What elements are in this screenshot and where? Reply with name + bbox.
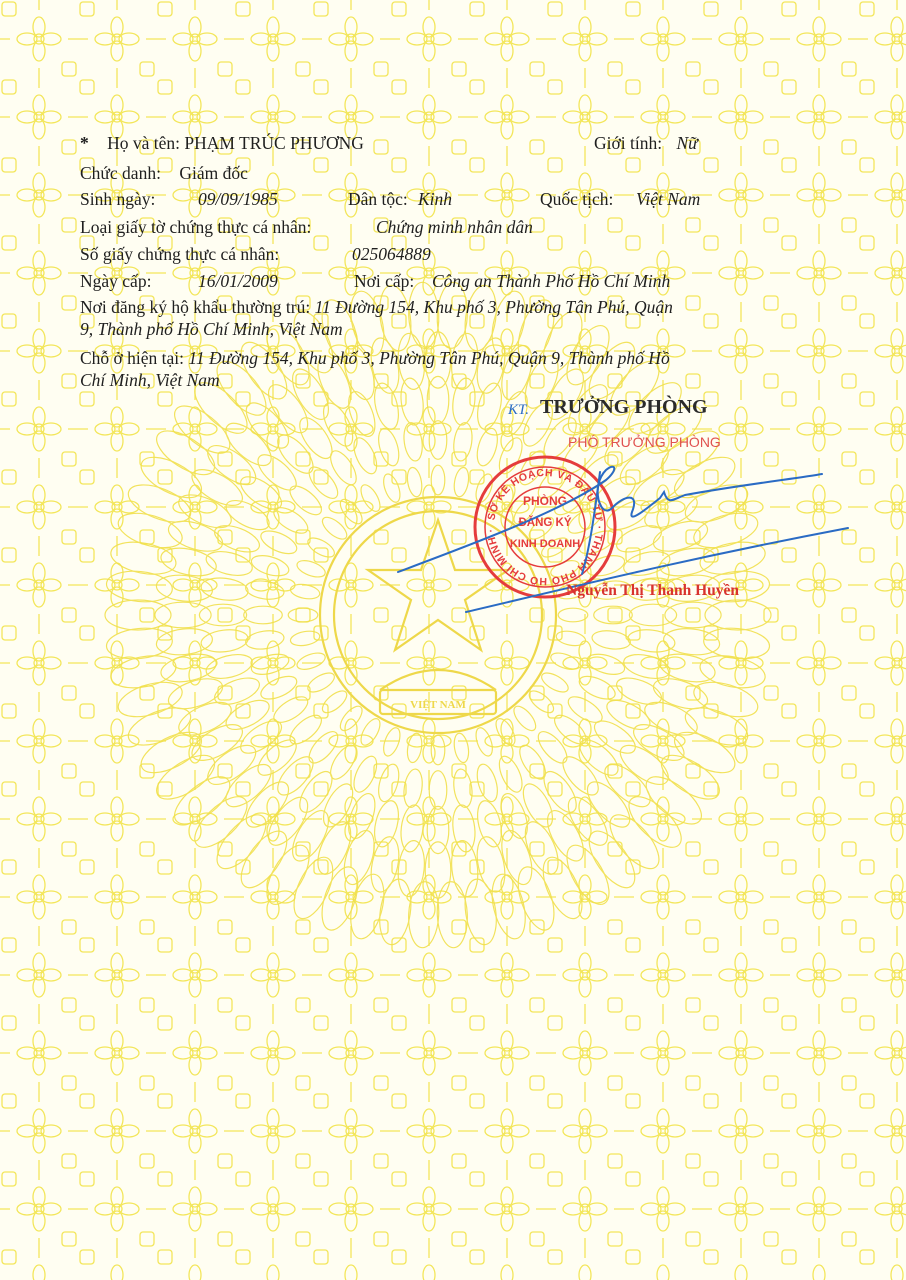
id-type-value: Chứng minh nhân dân	[376, 217, 533, 237]
seal-center-line-3: KINH DOANH	[509, 538, 581, 550]
signature-subtitle: PHÓ TRƯỞNG PHÒNG	[568, 434, 721, 450]
emblem-label: VIỆT NAM	[410, 699, 466, 711]
issue-date-label: Ngày cấp:	[80, 271, 152, 291]
dob-label: Sinh ngày:	[80, 189, 156, 209]
issue-place-label: Nơi cấp:	[354, 271, 415, 291]
kt-handwritten-prefix: KT.	[508, 402, 529, 418]
residence-value-line1: 11 Đường 154, Khu phố 3, Phường Tân Phú, Quận	[314, 297, 673, 317]
gender-label: Giới tính:	[594, 133, 663, 153]
gender-value: Nữ	[676, 133, 698, 153]
issue-date-value: 16/01/2009	[198, 271, 278, 291]
signer-name: Nguyễn Thị Thanh Huyền	[566, 582, 740, 599]
current-address-line1: 11 Đường 154, Khu phố 3, Phường Tân Phú, Quận 9, Thành phố Hồ	[188, 348, 670, 368]
ethnic-label: Dân tộc:	[348, 189, 408, 209]
seal-center-line-2: ĐĂNG KÝ	[518, 517, 572, 529]
official-seal	[475, 457, 615, 597]
dob-value: 09/09/1985	[198, 189, 278, 209]
id-type-label: Loại giấy tờ chứng thực cá nhân:	[80, 217, 312, 237]
residence-value-line2: 9, Thành phố Hồ Chí Minh, Việt Nam	[80, 319, 343, 339]
title-value: Giám đốc	[179, 163, 248, 183]
seal-center-line-1: PHÒNG	[522, 494, 568, 508]
current-address-line2: Chí Minh, Việt Nam	[80, 370, 220, 390]
seal-ring-text: SỞ KẾ HOẠCH VÀ ĐẦU TƯ · THÀNH PHỐ HỒ CHÍ MINH ·	[484, 466, 606, 588]
ethnic-value: Kinh	[418, 189, 453, 209]
residence-label: Nơi đăng ký hộ khẩu thường trú:	[80, 297, 311, 317]
bullet: *	[80, 133, 89, 153]
name-label: Họ và tên:	[107, 133, 181, 153]
id-number-value: 025064889	[352, 244, 431, 264]
id-number-label: Số giấy chứng thực cá nhân:	[80, 244, 280, 264]
nationality-value: Việt Nam	[636, 189, 701, 209]
issue-place-value: Công an Thành Phố Hồ Chí Minh	[432, 271, 671, 291]
signature-title: TRƯỞNG PHÒNG	[540, 396, 708, 418]
title-label: Chức danh:	[80, 163, 161, 183]
current-address-label: Chỗ ở hiện tại:	[80, 348, 185, 368]
nationality-label: Quốc tịch:	[540, 189, 614, 209]
name-value: PHẠM TRÚC PHƯƠNG	[184, 133, 364, 153]
